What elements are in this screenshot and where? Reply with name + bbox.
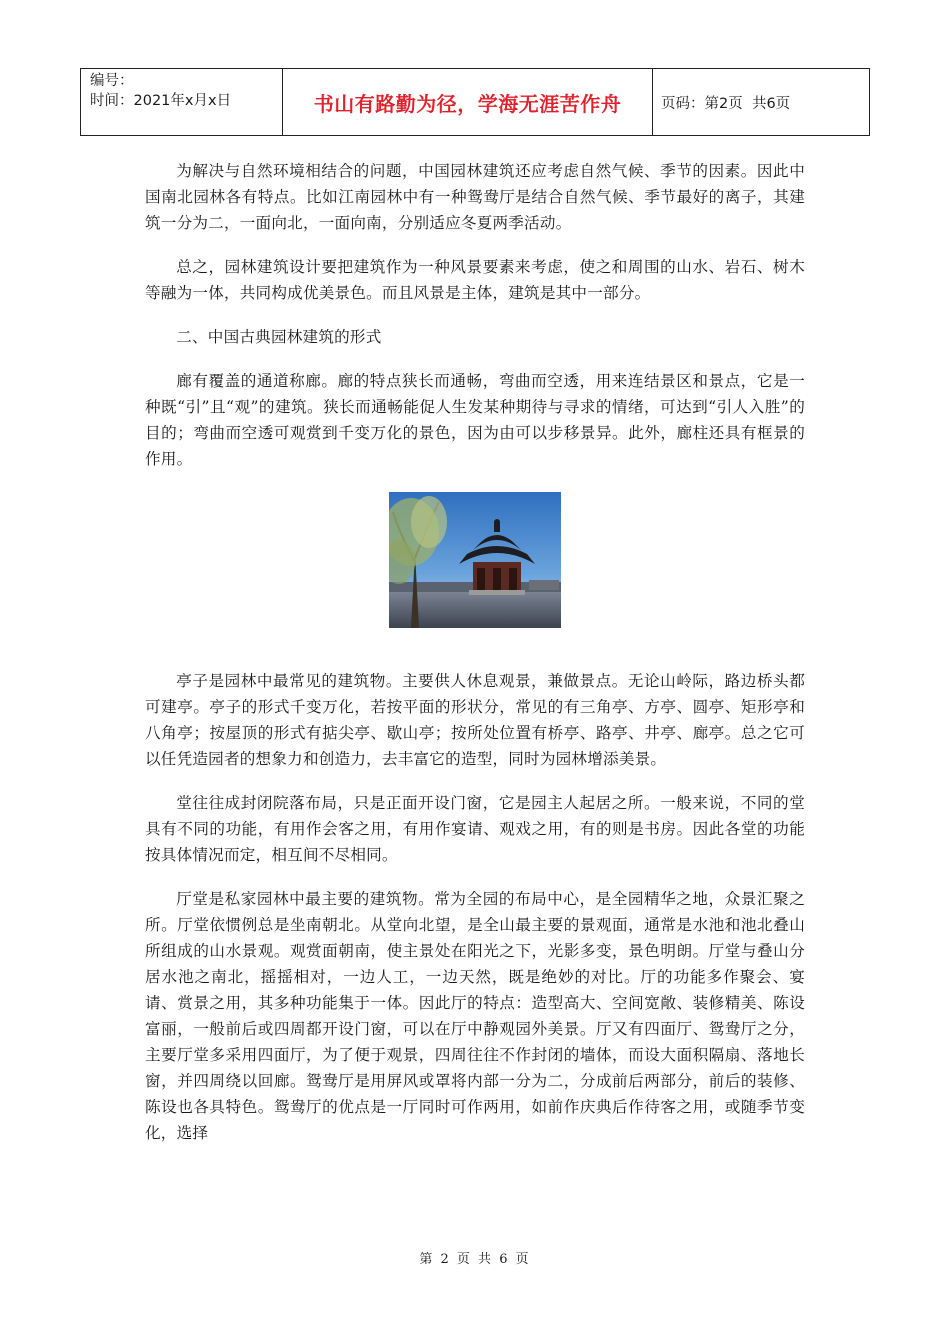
- time-label: 时间：2021年x月x日: [90, 93, 232, 109]
- paragraph-main-hall: 厅堂是私家园林中最主要的建筑物。常为全园的布局中心，是全园精华之地，众景汇聚之所。厅堂依惯例总是坐南朝北。从堂向北望，是全山最主要的景观面，通常是水池和池北叠山所组成的山水景观。观赏面朝南，使主景处在阳光之下，光影多变，景色明朗。厅堂与叠山分居水池之南北，摇摇相对，一边人工，一边天然，既是绝妙的对比。厅的功能多作聚会、宴请、赏景之用，其多种功能集于一体。因此厅的特点：造型高大、空间宽敞、装修精美、陈设富丽，一般前后或四周都开设门窗，可以在厅中静观园外美景。厅又有四面厅、鸳鸯厅之分，主要厅堂多采用四面厅，为了便于观景，四周往往不作封闭的墙体，而设大面积隔扇、落地长窗，并四周绕以回廊。鸳鸯厅是用屏风或罩将内部一分为二，分成前后两部分，前后的装修、陈设也各具特色。鸳鸯厅的优点是一厅同时可作两用，如前作庆典后作待客之用，或随季节变化，选择: [145, 890, 805, 1142]
- paragraph-pavilion: 亭子是园林中最常见的建筑物。主要供人休息观景，兼做景点。无论山岭际，路边桥头都可建亭。亭子的形式千变万化，若按平面的形状分，常见的有三角亭、方亭、圆亭、矩形亭和八角亭；按屋顶的形式有掂尖亭、歇山亭；按所处位置有桥亭、路亭、井亭、廊亭。总之它可以任凭造园者的想象力和创造力，去丰富它的造型，同时为园林增添美景。: [145, 672, 805, 768]
- section-heading: 二、中国古典园林建筑的形式: [176, 328, 382, 346]
- page-info: [653, 69, 869, 135]
- paragraph-summary: 总之，园林建筑设计要把建筑作为一种风景要素来考虑，使之和周围的山水、岩石、树木等融为一体，共同构成优美景色。而且风景是主体，建筑是其中一部分。: [145, 258, 805, 302]
- paragraph-corridor: 廊有覆盖的通道称廊。廊的特点狭长而通畅，弯曲而空透，用来连结景区和景点，它是一种既“引”且“观”的建筑。狭长而通畅能促人生发某种期待与寻求的情绪，可达到“引人入胜”的目的；弯曲而空透可观赏到千变万化的景色，因为由可以步移景异。此外，廊柱还具有框景的作用。: [145, 372, 805, 468]
- header-meta: [81, 69, 283, 135]
- paragraph-climate: 为解决与自然环境相结合的问题，中国园林建筑还应考虑自然气候、季节的因素。因此中国南北园林各有特点。比如江南园林中有一种鸳鸯厅是结合自然气候、季节最好的离子，其建筑一分为二，一面向北，一面向南，分别适应冬夏两季活动。: [145, 162, 805, 232]
- number-label: 编号：: [90, 73, 134, 89]
- pavilion-photo: [389, 492, 561, 628]
- paragraph-hall: 堂往往成封闭院落布局，只是正面开设门窗，它是园主人起居之所。一般来说，不同的堂具有不同的功能，有用作会客之用，有用作宴请、观戏之用，有的则是书房。因此各堂的功能按具体情况而定，相互间不尽相同。: [145, 794, 805, 864]
- page-footer: 第 2 页 共 6 页: [419, 1252, 531, 1267]
- header-table: [80, 68, 870, 136]
- page-info-text: 页码：第2页 共6页: [661, 95, 791, 112]
- main-content: [145, 158, 805, 1146]
- motto: 书山有路勤为径，学海无涯苦作舟: [283, 69, 653, 135]
